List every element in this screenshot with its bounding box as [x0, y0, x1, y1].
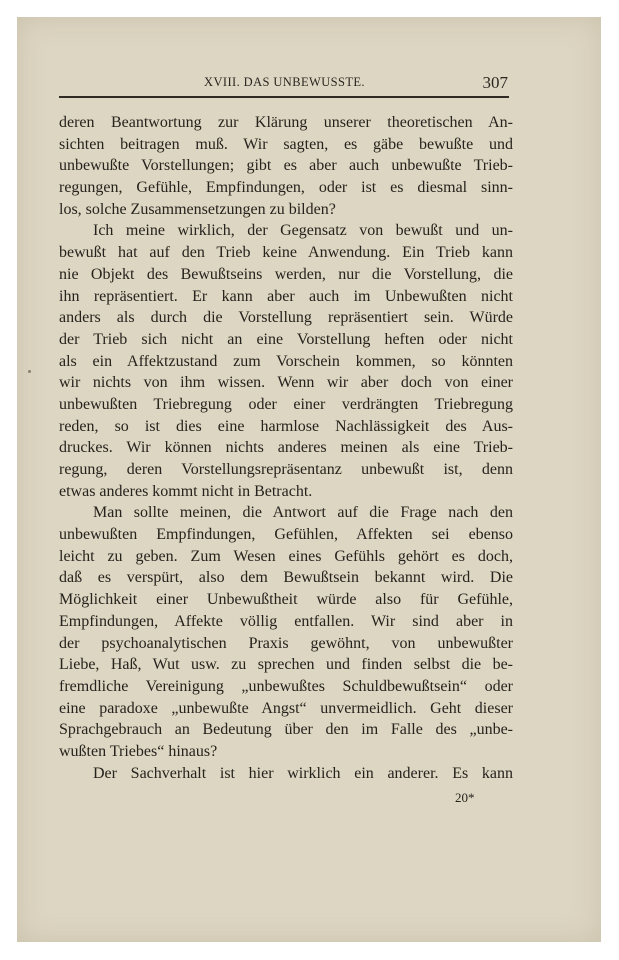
- text-line: nie Objekt des Bewußtseins werden, nur die Vorstellung, die: [59, 265, 513, 283]
- chapter-title: XVIII. DAS UNBEWUSSTE.: [204, 75, 365, 89]
- text-line: ihn repräsentiert. Er kann aber auch im Unbewußten nicht: [59, 287, 513, 305]
- text-line: Sprachgebrauch an Bedeutung über den im Falle des „unbe-: [59, 721, 513, 739]
- text-line: bewußt hat auf den Trieb keine Anwendung. Ein Trieb kann: [59, 244, 513, 262]
- text-line: reden, so ist dies eine harmlose Nachlässigkeit des Aus-: [59, 417, 513, 435]
- text-line: als ein Affektzustand zum Vorschein kommen, so könnten: [59, 352, 513, 370]
- text-line: regungen, Gefühle, Empfindungen, oder ist es diesmal sinn-: [59, 179, 513, 197]
- text-line: druckes. Wir können nichts anderes meinen als eine Trieb-: [59, 439, 513, 457]
- text-line: etwas anderes kommt nicht in Betracht.: [59, 482, 313, 500]
- body-text: [59, 112, 513, 784]
- text-line: der Trieb sich nicht an eine Vorstellung heften oder nicht: [59, 330, 513, 348]
- text-line: daß es verspürt, also dem Bewußtsein bekannt wird. Die: [59, 569, 513, 587]
- text-line: unbewußten Triebregung oder einer verdrängten Triebregung: [59, 395, 513, 413]
- book-page: [17, 17, 601, 942]
- text-line: leicht zu geben. Zum Wesen eines Gefühls gehört es doch,: [59, 547, 513, 565]
- text-line: Ich meine wirklich, der Gegensatz von bewußt und un-: [93, 222, 513, 240]
- text-line: regung, deren Vorstellungsrepräsentanz unbewußt ist, denn: [59, 461, 513, 478]
- text-line: eine paradoxe „unbewußte Angst“ unvermeidlich. Geht dieser: [59, 699, 513, 717]
- text-line: los, solche Zusammensetzungen zu bilden?: [59, 200, 336, 218]
- text-line: wußten Triebes“ hinaus?: [59, 742, 218, 760]
- text-line: Der Sachverhalt ist hier wirklich ein anderer. Es kann: [93, 764, 513, 782]
- text-line: Liebe, Haß, Wut usw. zu sprechen und finden selbst die be-: [59, 656, 513, 674]
- text-line: unbewußte Vorstellungen; gibt es aber auch unbewußte Trieb-: [59, 157, 513, 175]
- text-line: deren Beantwortung zur Klärung unserer theoretischen An-: [59, 114, 513, 131]
- text-line: sichten beitragen muß. Wir sagten, es gäbe bewußte und: [59, 135, 513, 153]
- header-rule: [59, 96, 509, 98]
- text-line: Empfindungen, Affekte völlig entfallen. Wir sind aber in: [59, 612, 513, 630]
- text-line: Man sollte meinen, die Antwort auf die Frage nach den: [93, 504, 513, 522]
- text-line: Möglichkeit einer Unbewußtheit würde also für Gefühle,: [59, 591, 513, 609]
- text-line: der psychoanalytischen Praxis gewöhnt, von unbewußter: [59, 634, 513, 652]
- paper-speck: [28, 370, 31, 373]
- text-line: wir nichts von ihm wissen. Wenn wir aber doch von einer: [59, 374, 513, 392]
- running-header: [61, 74, 508, 96]
- text-line: anders als durch die Vorstellung repräsentiert sein. Würde: [59, 309, 513, 327]
- signature-mark: 20*: [455, 790, 475, 805]
- page-number: 307: [482, 73, 508, 92]
- text-line: fremdliche Vereinigung „unbewußtes Schuldbewußtsein“ oder: [59, 677, 513, 695]
- text-line: unbewußten Empfindungen, Gefühlen, Affekten sei ebenso: [59, 526, 513, 544]
